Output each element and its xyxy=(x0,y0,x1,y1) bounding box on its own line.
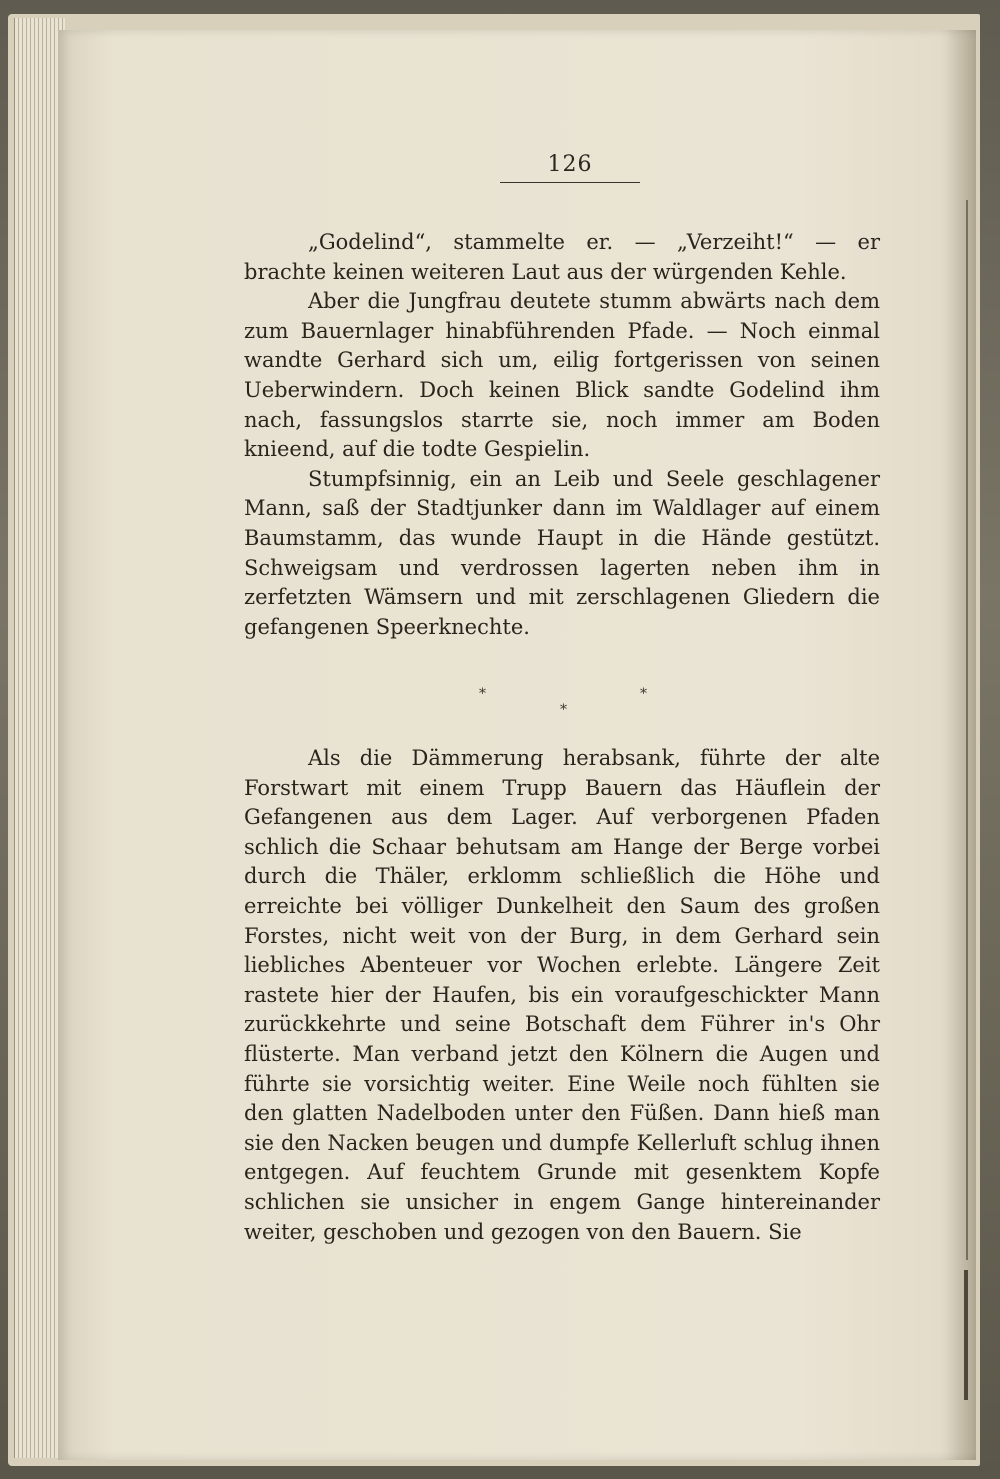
page-gutter xyxy=(946,30,976,1460)
paragraph: Als die Dämmerung herabsank, führte der alte Forstwart mit einem Trupp Bauern das Häuflein der Gefangenen aus dem Lager. Auf verborgenen Pfaden schlich die Schaar behutsam am Hange der Berge vorbei durch die Thäler, erklomm schließlich die Höhe und erreichte bei völliger Dunkelheit den Saum des großen Forstes, nicht weit von der Burg, in dem Gerhard sein liebliches Abenteuer vor Wochen erlebte. Längere Zeit rastete hier der Haufen, bis ein voraufgeschickter Mann zurückkehrte und seine Botschaft dem Führer in's Ohr flüsterte. Man verband jetzt den Kölnern die Augen und führte sie vorsichtig weiter. Eine Weile noch fühlten sie den glatten Nadelboden unter den Füßen. Dann hieß man sie den Nacken beugen und dumpfe Kellerluft schlug ihnen entgegen. Auf feuchtem Grunde mit gesenktem Kopfe schlichen sie unsicher in engem Gange hintereinander weiter, geschoben und gezogen von den Bauern. Sie xyxy=(244,746,880,1244)
binding-shadow xyxy=(966,200,968,1260)
paragraph: „Godelind“, stammelte er. — „Verzeiht!“ — er brachte keinen weiteren Laut aus der würgenden Kehle. xyxy=(244,230,880,284)
paragraph: Stumpfsinnig, ein an Leib und Seele geschlagener Mann, saß der Stadtjunker dann im Waldlager auf einem Baumstamm, das wunde Haupt in die Hände gestützt. Schweigsam und verdrossen lagerten neben ihm in zerfetzten Wämsern und mit zerschlagenen Gliedern die gefangenen Speerknechte. xyxy=(244,466,880,639)
separator-star: * xyxy=(560,702,567,718)
separator-star: * xyxy=(479,686,486,702)
section-separator xyxy=(0,680,1000,720)
paragraph: Aber die Jungfrau deutete stumm abwärts nach dem zum Bauernlager hinabführenden Pfade. — Noch einmal wandte Gerhard sich um, eilig fortgerissen von seinen Ueberwindern. Doch keinen Blick sandte Godelind ihm nach, fassungslos starrte sie, noch immer am Boden knieend, auf die todte Gespielin. xyxy=(244,289,880,462)
binding-shadow-lower xyxy=(964,1270,968,1400)
page-number: 126 xyxy=(547,152,593,177)
page-number-rule xyxy=(500,182,640,183)
text-block-top xyxy=(244,228,880,642)
separator-star: * xyxy=(640,686,647,702)
text-block-bottom xyxy=(244,744,880,1247)
